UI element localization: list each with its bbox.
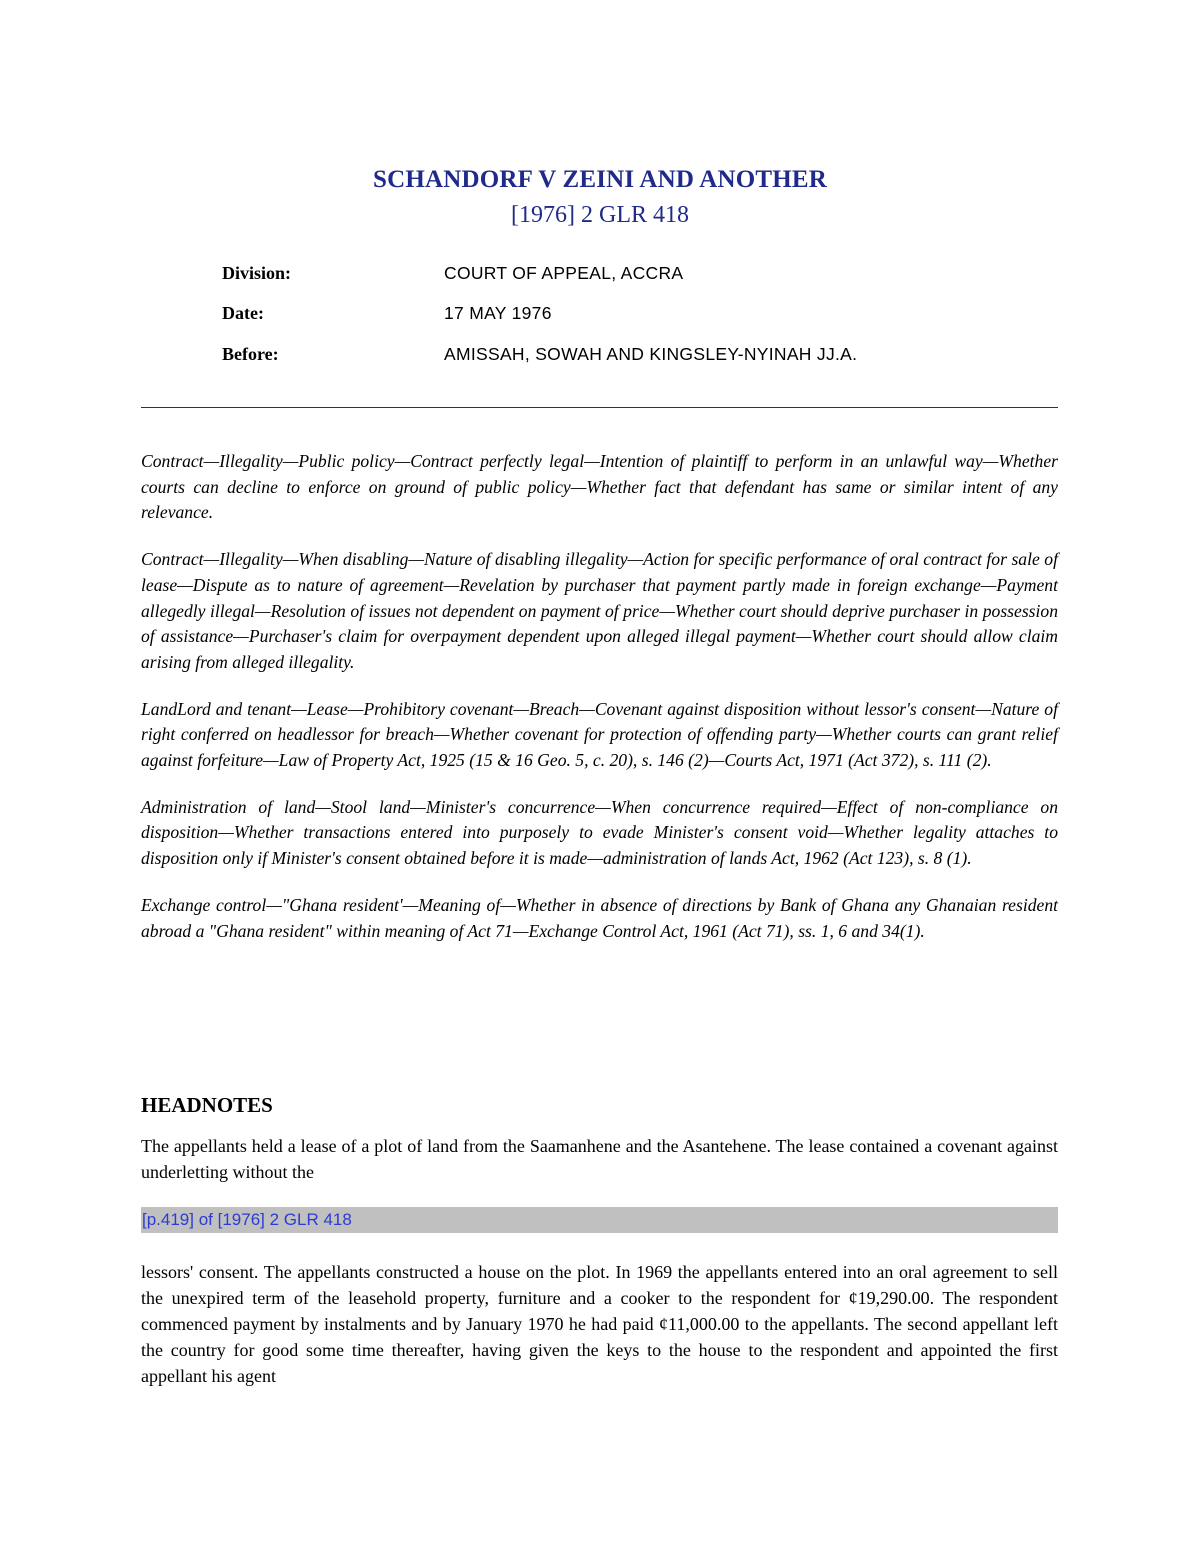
date-value: 17 MAY 1976 — [444, 303, 552, 323]
meta-division-row — [222, 263, 1062, 287]
meta-before-row — [222, 344, 1062, 368]
before-label: Before: — [222, 344, 279, 364]
headnote-paragraph: lessors' consent. The appellants constructed a house on the plot. In 1969 the appellants entered into an oral agreement to sell the unexpired term of the leasehold property, furniture and a cooker to the respondent for ¢19,290.00. The respondent commenced payment by instalments and by January 1970 he had paid ¢11,000.00 to the appellants. The second appellant left the country for good some time thereafter, having given the keys to the house to the respondent and appointed the first appellant his agent — [141, 1262, 1058, 1386]
before-value: AMISSAH, SOWAH AND KINGSLEY-NYINAH JJ.A. — [444, 344, 858, 364]
case-title: SCHANDORF V ZEINI AND ANOTHER — [372, 166, 828, 193]
headnote-paragraph: The appellants held a lease of a plot of land from the Saamanhene and the Asantehene. The lease contained a covenant against underletting without the — [141, 1136, 1058, 1182]
page-marker-text[interactable]: [p.419] of [1976] 2 GLR 418 — [142, 1210, 352, 1229]
date-label: Date: — [222, 303, 264, 323]
case-citation: [1976] 2 GLR 418 — [511, 202, 689, 228]
meta-date-row — [222, 303, 1062, 327]
catchword-paragraph: Contract—Illegality—Public policy—Contract perfectly legal—Intention of plaintiff to perform in an unlawful way—Whether courts can decline to enforce on ground of public policy—Whether fact that defendant has same or similar intent of any relevance. — [141, 451, 1058, 523]
catchword-paragraph: Exchange control—"Ghana resident'—Meaning of—Whether in absence of directions by Bank of Ghana any Ghanaian resident abroad a "Ghana resident" within meaning of Act 71—Exchange Control Act, 1961 (Act 71), ss. 1, 6 and 34(1). — [141, 894, 1058, 941]
catchword-paragraph: Administration of land—Stool land—Minister's concurrence—When concurrence required—Effect of non-compliance on disposition—Whether transactions entered into purposely to evade Minister's consent void—Whether legality attaches to disposition only if Minister's consent obtained before it is made—administration of lands Act, 1962 (Act 123), s. 8 (1). — [141, 796, 1058, 869]
headnotes-heading: HEADNOTES — [141, 1093, 273, 1117]
catchword-paragraph: Contract—Illegality—When disabling—Nature of disabling illegality—Action for specific performance of oral contract for sale of lease—Dispute as to nature of agreement—Revelation by purchaser that payment partly made in foreign exchange—Payment allegedly illegal—Resolution of issues not dependent on payment of price—Whether court should deprive purchaser in possession of assistance—Purchaser's claim for overpayment dependent upon alleged illegal payment—Whether court should allow claim arising from alleged illegality. — [141, 549, 1058, 672]
catchword-paragraph: LandLord and tenant—Lease—Prohibitory covenant—Breach—Covenant against disposition without lessor's consent—Nature of right conferred on headlessor for breach—Whether covenant for protection of offending party—Whether courts can grant relief against forfeiture—Law of Property Act, 1925 (15 & 16 Geo. 5, c. 20), s. 146 (2)—Courts Act, 1971 (Act 372), s. 111 (2). — [141, 698, 1058, 771]
page-marker-link[interactable] — [141, 1207, 1058, 1233]
header-divider — [141, 407, 1058, 408]
division-label: Division: — [222, 263, 292, 283]
division-value: COURT OF APPEAL, ACCRA — [444, 263, 684, 283]
catchwords-section — [141, 449, 1058, 965]
